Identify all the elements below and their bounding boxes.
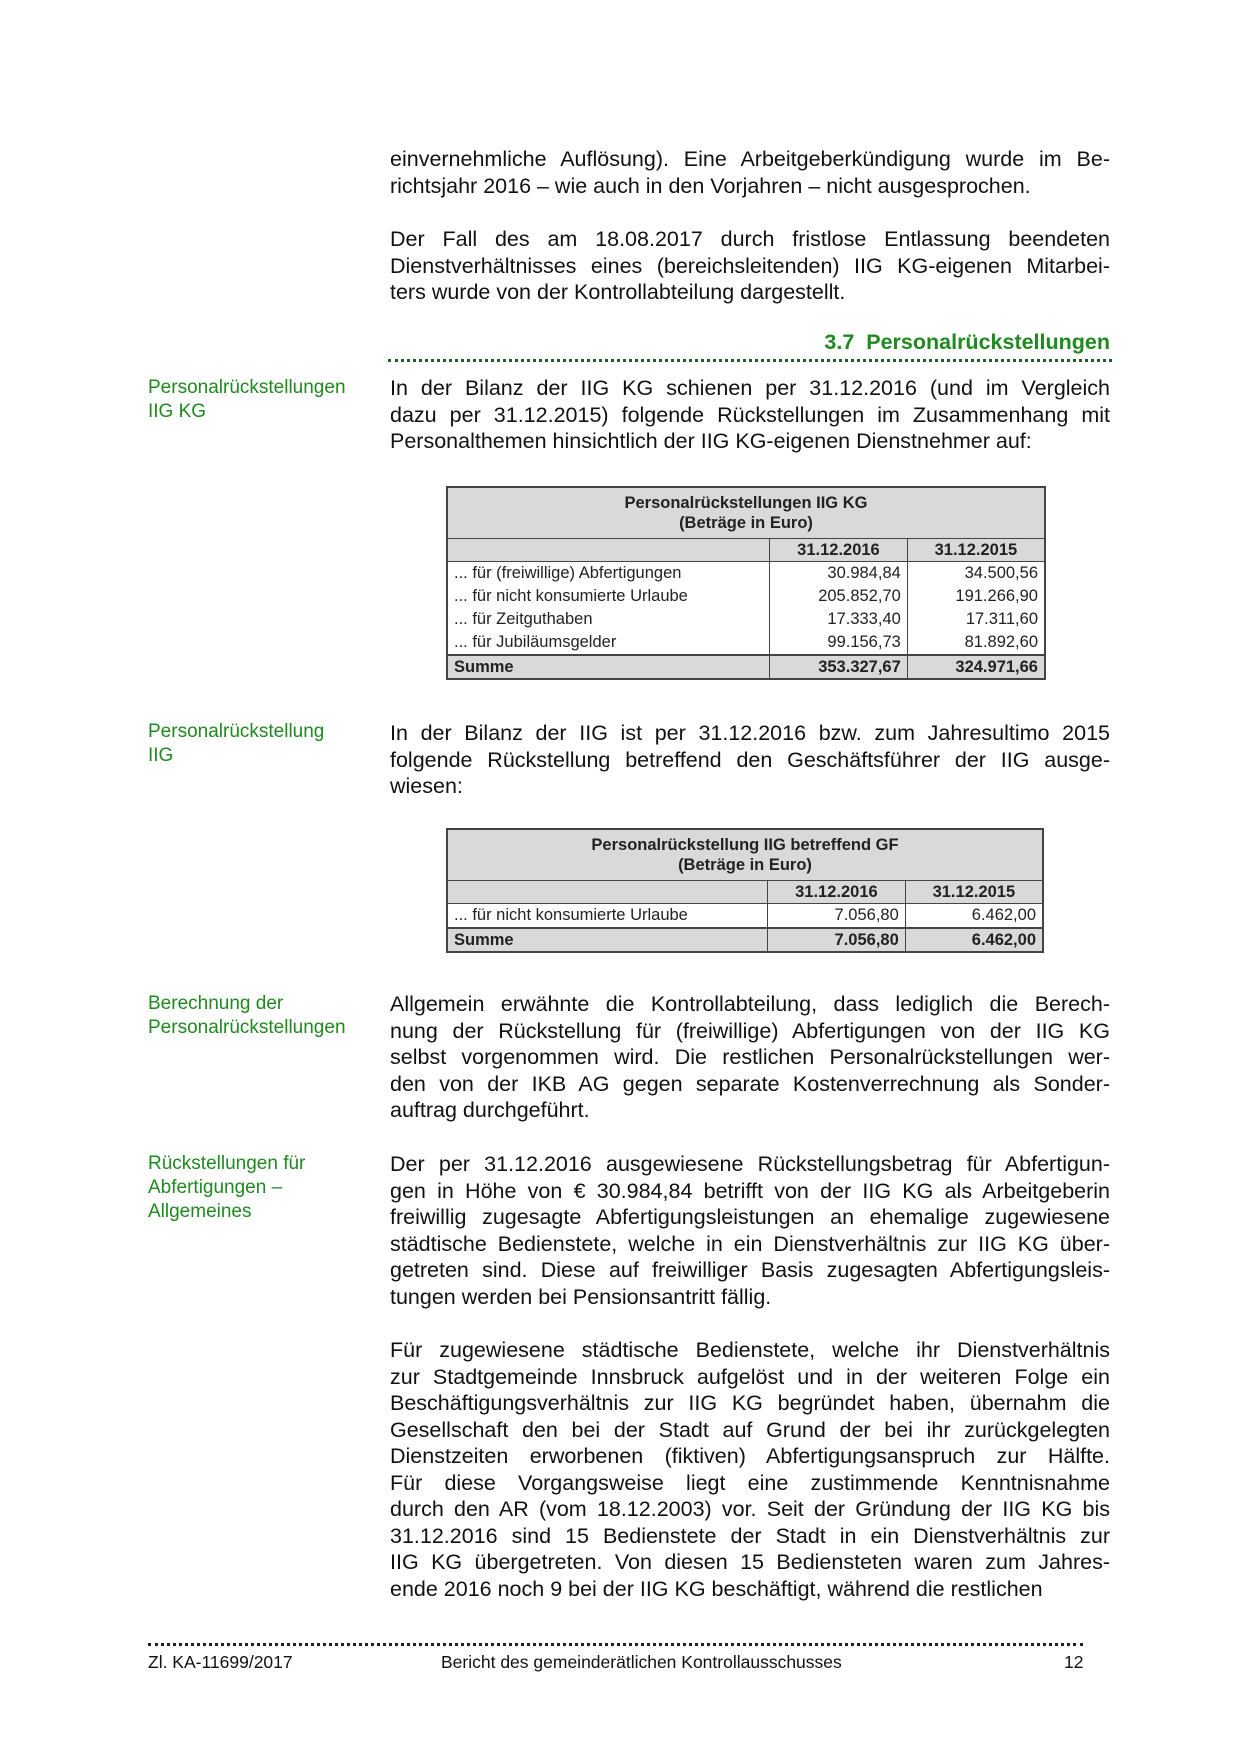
text-line: Allgemein erwähnte die Kontrollabteilung, dass lediglich die Berech- [390, 992, 1110, 1016]
value-2015: 191.266,90 [907, 585, 1045, 608]
text-line: den von der IKB AG gegen separate Kostenverrechnung als Sonder- [390, 1071, 1110, 1096]
sum-2016: 7.056,80 [768, 928, 906, 952]
margin-label-personalrueckstellungen-iig-kg [148, 376, 378, 424]
value-2016: 99.156,73 [770, 631, 908, 655]
text-line: dazu per 31.12.2015) folgende Rückstellungen im Zusammenhang mit [390, 402, 1110, 427]
row-label: ... für Zeitguthaben [447, 608, 770, 631]
page-number: 12 [1064, 1652, 1084, 1672]
text-line: IIG [148, 745, 174, 766]
value-2016: 7.056,80 [768, 904, 906, 929]
column-header-2016: 31.12.2016 [770, 539, 908, 562]
footer-title: Bericht des gemeinderätlichen Kontrollausschusses [441, 1652, 842, 1672]
margin-label-berechnung [148, 992, 378, 1040]
value-2015: 81.892,60 [907, 631, 1045, 655]
column-header-label [447, 539, 770, 562]
table-row [447, 608, 1045, 631]
section-title: Personalrückstellungen [866, 330, 1110, 354]
text-line: Personalthemen hinsichtlich der IIG KG-eigenen Dienstnehmer auf: [390, 429, 1032, 453]
table-subtitle-text: (Beträge in Euro) [679, 514, 813, 532]
footer-reference: Zl. KA-11699/2017 [148, 1652, 293, 1672]
footer-divider [148, 1643, 1083, 1646]
text-line: Der Fall des am 18.08.2017 durch fristlose Entlassung beendeten [390, 227, 1110, 251]
row-label: ... für (freiwillige) Abfertigungen [447, 562, 770, 586]
text-line: auftrag durchgeführt. [390, 1098, 590, 1122]
column-header-2015: 31.12.2015 [907, 539, 1045, 562]
column-header-2016: 31.12.2016 [768, 881, 906, 904]
table-row [447, 585, 1045, 608]
text-line: einvernehmliche Auflösung). Eine Arbeitgeberkündigung wurde im Be- [390, 147, 1110, 171]
section-divider [388, 359, 1112, 362]
table-sum-row [447, 655, 1045, 679]
column-header-label [447, 881, 768, 904]
table-row [447, 631, 1045, 655]
text-line: Personalrückstellungen [148, 1017, 346, 1038]
table-title [447, 487, 1045, 539]
sum-label: Summe [447, 655, 770, 679]
text-line: Der per 31.12.2016 ausgewiesene Rückstellungsbetrag für Abfertigun- [390, 1152, 1110, 1176]
paragraph-balance-iig-kg [390, 375, 1110, 455]
margin-label-personalrueckstellung-iig [148, 720, 378, 768]
table-personalrueckstellung-iig-gf [446, 828, 1044, 953]
row-label: ... für Jubiläumsgelder [447, 631, 770, 655]
text-line: Gesellschaft den bei der Stadt auf Grund der bei ihr zurückgelegten [390, 1417, 1110, 1442]
row-label: ... für nicht konsumierte Urlaube [447, 585, 770, 608]
value-2015: 34.500,56 [907, 562, 1045, 586]
paragraph-calculation [390, 991, 1110, 1124]
sum-2015: 6.462,00 [905, 928, 1043, 952]
value-2015: 6.462,00 [905, 904, 1043, 929]
text-line: IIG KG [148, 401, 207, 422]
table-subtitle-text: (Beträge in Euro) [678, 856, 812, 874]
text-line: städtische Bedienstete, welche in ein Dienstverhältnis zur IIG KG über- [390, 1231, 1110, 1256]
paragraph-dismissal-case [390, 226, 1110, 306]
value-2016: 17.333,40 [770, 608, 908, 631]
text-line: 31.12.2016 sind 15 Bedienstete der Stadt in ein Dienstverhältnis zur [390, 1523, 1110, 1548]
section-number: 3.7 [824, 330, 855, 354]
table-title [447, 829, 1043, 881]
text-line: Rückstellungen für [148, 1153, 306, 1174]
text-line: selbst vorgenommen wird. Die restlichen Personalrückstellungen wer- [390, 1045, 1110, 1069]
section-heading [390, 330, 1110, 355]
column-header-2015: 31.12.2015 [905, 881, 1043, 904]
text-line: Beschäftigungsverhältnis zur IIG KG begründet haben, übernahm die [390, 1391, 1110, 1415]
text-line: Für zugewiesene städtische Bedienstete, welche ihr Dienstverhältnis [390, 1338, 1110, 1362]
value-2016: 205.852,70 [770, 585, 908, 608]
margin-label-abfertigungen-allgemeines [148, 1152, 378, 1224]
text-line: gen in Höhe von € 30.984,84 betrifft von der IIG KG als Arbeitgeberin [390, 1178, 1110, 1203]
text-line: freiwillig zugesagte Abfertigungsleistungen an ehemalige zugewiesene [390, 1205, 1110, 1229]
text-line: Berechnung der [148, 993, 284, 1014]
table-title-text: Personalrückstellung IIG betreffend GF [591, 836, 899, 854]
paragraph-severance-general [390, 1151, 1110, 1310]
text-line: In der Bilanz der IIG KG schienen per 31.12.2016 (und im Vergleich [390, 376, 1110, 400]
text-line: getreten sind. Diese auf freiwilliger Basis zugesagten Abfertigungsleis- [390, 1258, 1110, 1282]
paragraph-assigned-staff [390, 1337, 1110, 1602]
table-row [447, 562, 1045, 586]
paragraph-termination-info [390, 146, 1110, 199]
text-line: tungen werden bei Pensionsantritt fällig. [390, 1284, 772, 1309]
text-line: Allgemeines [148, 1201, 252, 1222]
text-line: IIG KG übergetreten. Von diesen 15 Bediensteten waren zum Jahres- [390, 1550, 1110, 1574]
text-line: richtsjahr 2016 – wie auch in den Vorjahren – nicht ausgesprochen. [390, 173, 1031, 198]
table-row [447, 904, 1043, 929]
sum-label: Summe [447, 928, 768, 952]
table-sum-row [447, 928, 1043, 952]
value-2015: 17.311,60 [907, 608, 1045, 631]
table-personalrueckstellungen-iig-kg [446, 486, 1046, 680]
text-line: Personalrückstellung [148, 721, 325, 742]
text-line: ende 2016 noch 9 bei der IIG KG beschäftigt, während die restlichen [390, 1576, 1043, 1601]
text-line: In der Bilanz der IIG ist per 31.12.2016 bzw. zum Jahresultimo 2015 [390, 721, 1110, 745]
paragraph-balance-iig-gf [390, 720, 1110, 800]
value-2016: 30.984,84 [770, 562, 908, 586]
table-title-text: Personalrückstellungen IIG KG [624, 494, 868, 512]
text-line: wiesen: [390, 774, 463, 798]
text-line: durch den AR (vom 18.12.2003) vor. Seit der Gründung der IIG KG bis [390, 1497, 1110, 1521]
text-line: ters wurde von der Kontrollabteilung dargestellt. [390, 280, 846, 304]
row-label: ... für nicht konsumierte Urlaube [447, 904, 768, 929]
text-line: zur Stadtgemeinde Innsbruck aufgelöst und in der weiteren Folge ein [390, 1364, 1110, 1389]
text-line: Für diese Vorgangsweise liegt eine zustimmende Kenntnisnahme [390, 1470, 1110, 1495]
text-line: folgende Rückstellung betreffend den Geschäftsführer der IIG ausge- [390, 747, 1110, 772]
text-line: Abfertigungen – [148, 1177, 283, 1198]
sum-2015: 324.971,66 [907, 655, 1045, 679]
sum-2016: 353.327,67 [770, 655, 908, 679]
text-line: Personalrückstellungen [148, 377, 346, 398]
text-line: nung der Rückstellung für (freiwillige) Abfertigungen von der IIG KG [390, 1018, 1110, 1043]
text-line: Dienstzeiten erworbenen (fiktiven) Abfertigungsanspruch zur Hälfte. [390, 1444, 1110, 1468]
text-line: Dienstverhältnisses eines (bereichsleitenden) IIG KG-eigenen Mitarbei- [390, 253, 1110, 278]
